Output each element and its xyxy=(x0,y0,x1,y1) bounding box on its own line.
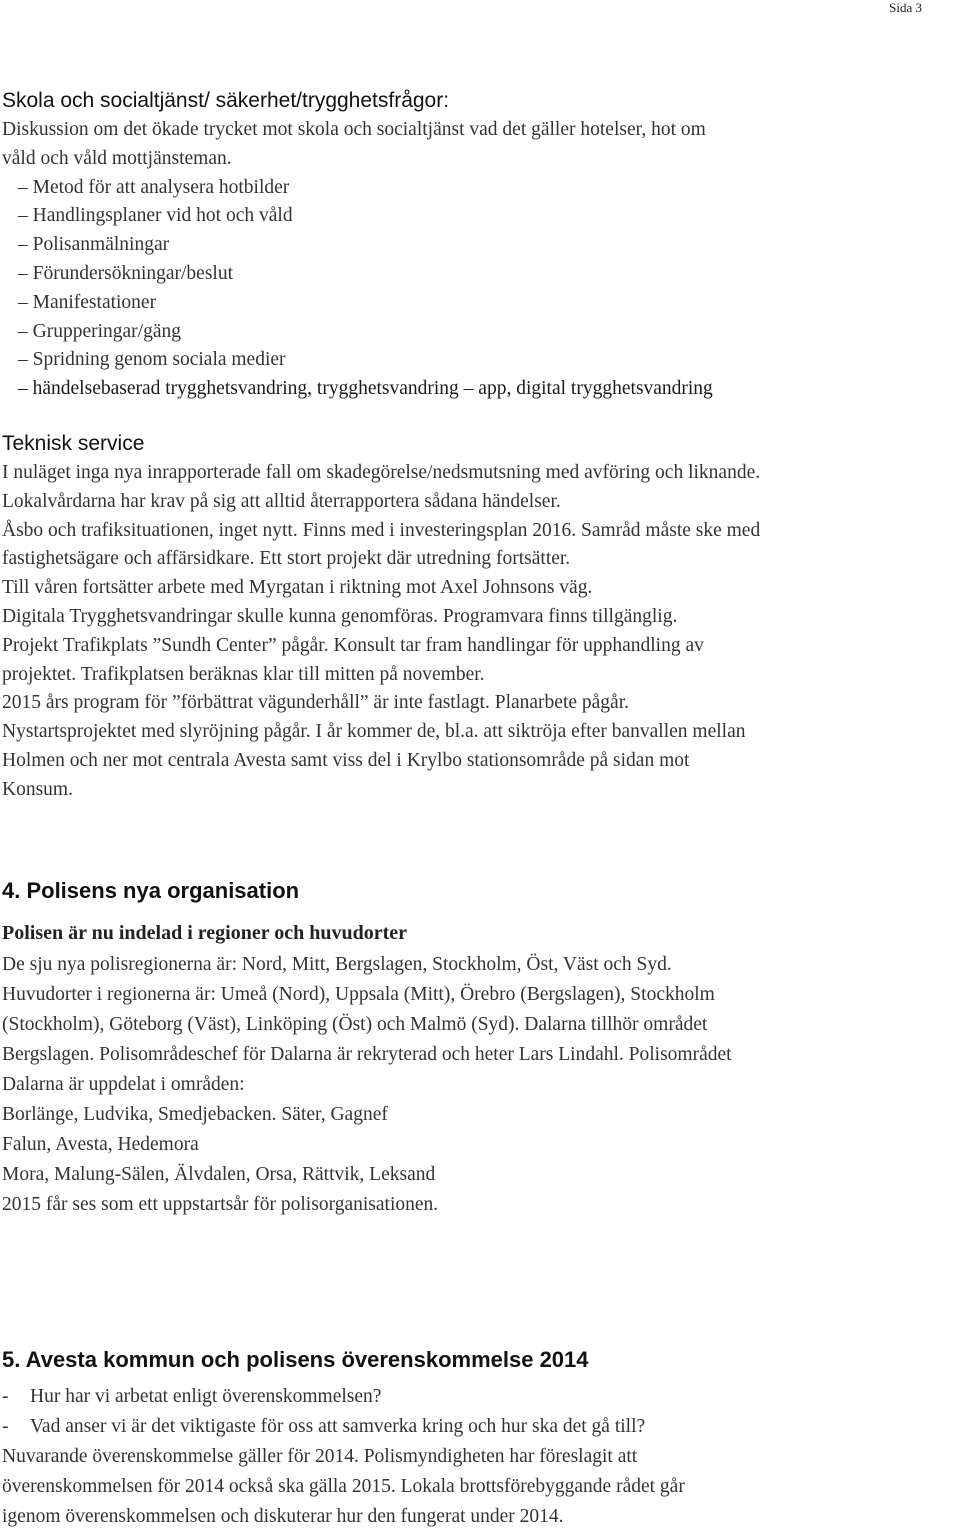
list-item: – Polisanmälningar xyxy=(18,234,170,256)
paragraph-line: projektet. Trafikplatsen beräknas klar till mitten på november. xyxy=(2,663,485,685)
list-marker: - xyxy=(2,1416,9,1437)
paragraph-line: Holmen och ner mot centrala Avesta samt viss del i Krylbo stationsområde på sidan mot xyxy=(2,749,690,771)
paragraph-line: Falun, Avesta, Hedemora xyxy=(2,1134,199,1155)
list-item: – Förundersökningar/beslut xyxy=(18,262,234,284)
intro-line: våld och våld mottjänsteman. xyxy=(2,147,232,169)
paragraph-line: Åsbo och trafiksituationen, inget nytt. Finns med i investeringsplan 2016. Samråd måste ske med xyxy=(2,519,761,541)
list-item: – händelsebaserad trygghetsvandring, trygghetsvandring – app, digital trygghetsvandring xyxy=(18,378,713,400)
list-item xyxy=(2,1412,952,1442)
question-text: Hur har vi arbetat enligt överenskommelsen? xyxy=(30,1386,382,1407)
list-item: – Grupperingar/gäng xyxy=(18,320,181,342)
paragraph-line: 2015 års program för ”förbättrat vägunderhåll” är inte fastlagt. Planarbete pågår. xyxy=(2,692,629,714)
list-item xyxy=(2,1382,952,1412)
section-heading: Teknisk service xyxy=(2,432,145,455)
section-subheading: Polisen är nu indelad i regioner och huvudorter xyxy=(2,922,408,944)
list-item: – Handlingsplaner vid hot och våld xyxy=(18,205,293,227)
paragraph-line: Konsum. xyxy=(2,778,73,800)
paragraph-line: Projekt Trafikplats ”Sundh Center” pågår. Konsult tar fram handlingar för upphandling av xyxy=(2,634,704,656)
paragraph-line: Dalarna är uppdelat i områden: xyxy=(2,1074,245,1095)
list-item: – Spridning genom sociala medier xyxy=(18,349,286,371)
section-technical xyxy=(2,431,952,805)
paragraph-line: Bergslagen. Polisområdeschef för Dalarna är rekryterad och heter Lars Lindahl. Polisområdet xyxy=(2,1044,732,1065)
paragraph-line: Digitala Trygghetsvandringar skulle kunna genomföras. Programvara finns tillgänglig. xyxy=(2,605,678,627)
paragraph-line: överenskommelsen för 2014 också ska gälla 2015. Lokala brottsförebyggande rådet går xyxy=(2,1476,685,1497)
list-item: – Manifestationer xyxy=(18,291,157,313)
paragraph-line: 2015 får ses som ett uppstartsår för polisorganisationen. xyxy=(2,1194,439,1215)
paragraph-line: De sju nya polisregionerna är: Nord, Mitt, Bergslagen, Stockholm, Öst, Väst och Syd. xyxy=(2,954,672,975)
section-heading: Skola och socialtjänst/ säkerhet/trygghetsfrågor: xyxy=(2,89,450,112)
section-police-organisation xyxy=(2,877,952,1220)
paragraph-line: (Stockholm), Göteborg (Väst), Linköping (Öst) och Malmö (Syd). Dalarna tillhör området xyxy=(2,1014,708,1035)
section-heading: 5. Avesta kommun och polisens överenskommelse 2014 xyxy=(2,1347,589,1372)
paragraph-line: fastighetsägare och affärsidkare. Ett stort projekt där utredning fortsätter. xyxy=(2,548,571,570)
section-school xyxy=(2,88,952,404)
paragraph-line: I nuläget inga nya inrapporterade fall om skadegörelse/nedsmutsning med avföring och liknande. xyxy=(2,462,761,483)
section-heading: 4. Polisens nya organisation xyxy=(2,878,300,903)
page-number: Sida 3 xyxy=(889,0,922,15)
section-agreement xyxy=(2,1346,952,1532)
paragraph-line: Lokalvårdarna har krav på sig att alltid återrapportera sådana händelser. xyxy=(2,490,561,512)
list-marker: - xyxy=(2,1386,9,1407)
paragraph-line: Huvudorter i regionerna är: Umeå (Nord), Uppsala (Mitt), Örebro (Bergslagen), Stockholm xyxy=(2,984,715,1005)
paragraph-line: Nuvarande överenskommelse gäller för 2014. Polismyndigheten har föreslagit att xyxy=(2,1446,638,1467)
paragraph-line: Nystartsprojektet med slyröjning pågår. I år kommer de, bl.a. att siktröja efter banvallen mellan xyxy=(2,721,746,743)
paragraph-line: Till våren fortsätter arbete med Myrgatan i riktning mot Axel Johnsons väg. xyxy=(2,577,593,599)
paragraph-line: Borlänge, Ludvika, Smedjebacken. Säter, Gagnef xyxy=(2,1104,388,1125)
paragraph-line: Mora, Malung-Sälen, Älvdalen, Orsa, Rättvik, Leksand xyxy=(2,1164,436,1185)
list-item: – Metod för att analysera hotbilder xyxy=(18,176,290,198)
intro-line: Diskussion om det ökade trycket mot skola och socialtjänst vad det gäller hotelser, hot om xyxy=(2,119,706,140)
question-text: Vad anser vi är det viktigaste för oss att samverka kring och hur ska det gå till? xyxy=(30,1416,646,1437)
paragraph-line: igenom överenskommelsen och diskuterar hur den fungerat under 2014. xyxy=(2,1506,564,1527)
